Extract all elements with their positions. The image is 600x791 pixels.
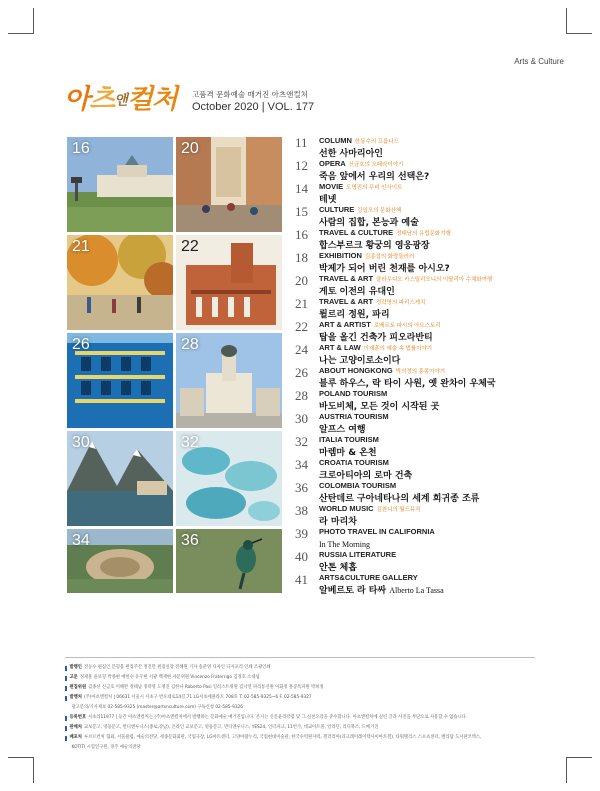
photo-wadowice-basilica (176, 333, 282, 428)
toc-item[interactable]: 41 ARTS&CULTURE GALLERY 알베르토 라 타싸 Alberto La Tassa (295, 572, 444, 596)
colophon-line: 고문 정재훈 윤보형 박종현 예헌수 유우현 서광 백재현 자문위원 Vincenzo Fraterrigo 김경호 소대섭 (65, 673, 535, 683)
photo-bologna-tower (176, 235, 282, 330)
toc-item[interactable]: 28 POLAND TOURISM 바도비체, 모든 것이 시작된 곳 (295, 388, 440, 412)
crop-mark-bottom-right (566, 757, 592, 783)
photo-palace (67, 137, 173, 232)
crop-mark-top-right (566, 8, 592, 34)
colophon-line: 편집위원 김종선 신금호 이해완 정태남 정락영 도명진 김한나 Roberto Pasi 일러스트위원 김낙연 파리통신원 이화정 홍콩특파원 박희정 (65, 683, 535, 693)
photo-hummingbird (176, 529, 282, 593)
photo-grid (67, 137, 282, 593)
toc-item[interactable]: 22 ART & ARTIST 로베르토 파시의 아트스토리 탑을 올긴 건축가 피오라반티 (295, 319, 441, 343)
photo-alpine-lake (67, 431, 173, 526)
toc-item[interactable]: 24 ART & LAW 이재훈의 예술 속 법률이야기 나는 고양이로소이다 (295, 342, 433, 366)
toc-item[interactable]: 36 COLOMBIA TOURISM 산탄데르 구아네타나의 세계 희귀종 조류 (295, 480, 480, 504)
photo-page-36: 36 (181, 532, 199, 549)
photo-hot-springs (176, 431, 282, 526)
crop-mark-bottom-left (8, 757, 34, 783)
photo-page-16: 16 (72, 140, 90, 157)
toc-item[interactable]: 30 AUSTRIA TOURISM 알프스 여행 (295, 411, 389, 435)
issue-line: October 2020 | VOL. 177 (192, 101, 315, 113)
toc-item[interactable]: 21 TRAVEL & ART 정락영의 파리스케치 륄르리 정원, 파리 (295, 296, 426, 320)
photo-autumn-park (67, 235, 173, 330)
photo-page-20: 20 (181, 140, 199, 157)
colophon-line: KOTITI 시험연구원, 경주 예술의전당 (71, 745, 141, 750)
photo-page-21: 21 (72, 238, 90, 255)
toc-item[interactable]: 14 MOVIE 도명진의 무비 인사이트 테넷 (295, 181, 403, 205)
toc-item[interactable]: 26 ABOUT HONGKONG 박의정의 홍콩이야기 블루 하우스, 락 타이 사원, 옛 완차이 우체국 (295, 365, 496, 389)
photo-page-32: 32 (181, 434, 199, 451)
table-of-contents (295, 135, 575, 595)
toc-item[interactable]: 11 COLUMN 한동수의 프롬나드 선한 사마리아인 (295, 135, 399, 159)
photo-page-22: 22 (181, 238, 199, 255)
photo-page-34: 34 (72, 532, 90, 549)
colophon-line: 배포처 루브르컨처 협회, 서울클럽, 예술의전당, 세종문화회관, 국립극장, LG아트센터, 고양아람누리, 국립현대미술관, 한국수력원자력, 갤러리아(과크레이레이텍사이아트갤), 타워팰리스 스포츠센터, 벨라담 도서관코엑스, (65, 733, 535, 743)
colophon-line: 광고문의/기사제보 02-585-9325 (master@artsnculture.com) 구독신청 02-585-9326 (71, 705, 244, 710)
toc-item[interactable]: 16 TRAVEL & CULTURE 정태남의 유럽문화기행 합스부르크 황궁의 영웅광장 (295, 227, 451, 251)
toc-item[interactable]: 15 CULTURE 강일모의 문화산책 사람의 집합, 본능과 예술 (295, 204, 419, 228)
toc-item[interactable]: 18 EXHIBITION 김종섭의 화랑둘러러 박제가 되어 버린 천재를 아시오? (295, 250, 450, 274)
toc-item[interactable]: 32 ITALIA TOURISM 마렘마 & 온천 (295, 434, 379, 458)
colophon (65, 657, 535, 753)
magazine-tagline: 고품격 문화예술 매거진 아츠앤컬처 (192, 90, 308, 99)
colophon-line: 발행처 (주)아츠앤컬처 | 06631 서울시 서초구 반포대로14길 71 LG서초에클라트 708호 T. 02-585-9325~6 F. 02-585-9327 (65, 693, 535, 703)
photo-watercolor-street (176, 137, 282, 232)
section-label: Arts & Culture (514, 57, 564, 66)
toc-item[interactable]: 12 OPERA 신금호의 오페라이야기 죽음 앞에서 우리의 선택은? (295, 158, 430, 182)
photo-page-26: 26 (72, 336, 90, 353)
magazine-logo: 아츠앤컬처 (64, 84, 177, 115)
colophon-line: 등록번호 서초라11977 | 등간 아츠앤컬처는 (주)아츠앤컬처에서 발행하는 문화예술 매거진입니다. 본지는 신문윤리강령 및 그 실천요강을 준수합니다. 아츠앤컬처에 실린 글과 사진을 무단으로 사용할 수 없습니다. (65, 713, 535, 723)
photo-amphitheater (67, 529, 173, 593)
toc-item[interactable]: 40 RUSSIA LITERATURE 안톤 체홉 (295, 549, 397, 573)
photo-page-28: 28 (181, 336, 199, 353)
toc-item[interactable]: 20 TRAVEL & ART 클라우디오 카스틸리오니의 이탈리아 수채화여행 게토 이전의 유대인 (295, 273, 493, 297)
toc-item[interactable]: 34 CROATIA TOURISM 크로아티아의 로마 건축 (295, 457, 413, 481)
crop-mark-top-left (8, 8, 34, 34)
toc-item[interactable]: 38 WORLD MUSIC 김찬니의 월드뮤직 라 마리차 (295, 503, 421, 527)
photo-blue-house (67, 333, 173, 428)
colophon-line: 발행인 전동수 편집인 문형용 편집주간 정진만 편집실장 전혜원 기자 송준영 디자인 디자포리 인쇄 조광인쇄 (65, 663, 535, 673)
toc-item[interactable]: 39 PHOTO TRAVEL IN CALIFORNIA In The Morning (295, 526, 435, 549)
photo-page-30: 30 (72, 434, 90, 451)
colophon-line: 판매처 교보문고, 영풍문고, 반디앤루니스(종로,강남), 온라인 교보문고, 영풍문고, 반디앤루니스, YES24, 인터파크, 11번가, 데교아트몰, 알라딘, 리디북스, 드메거진 (65, 723, 535, 733)
